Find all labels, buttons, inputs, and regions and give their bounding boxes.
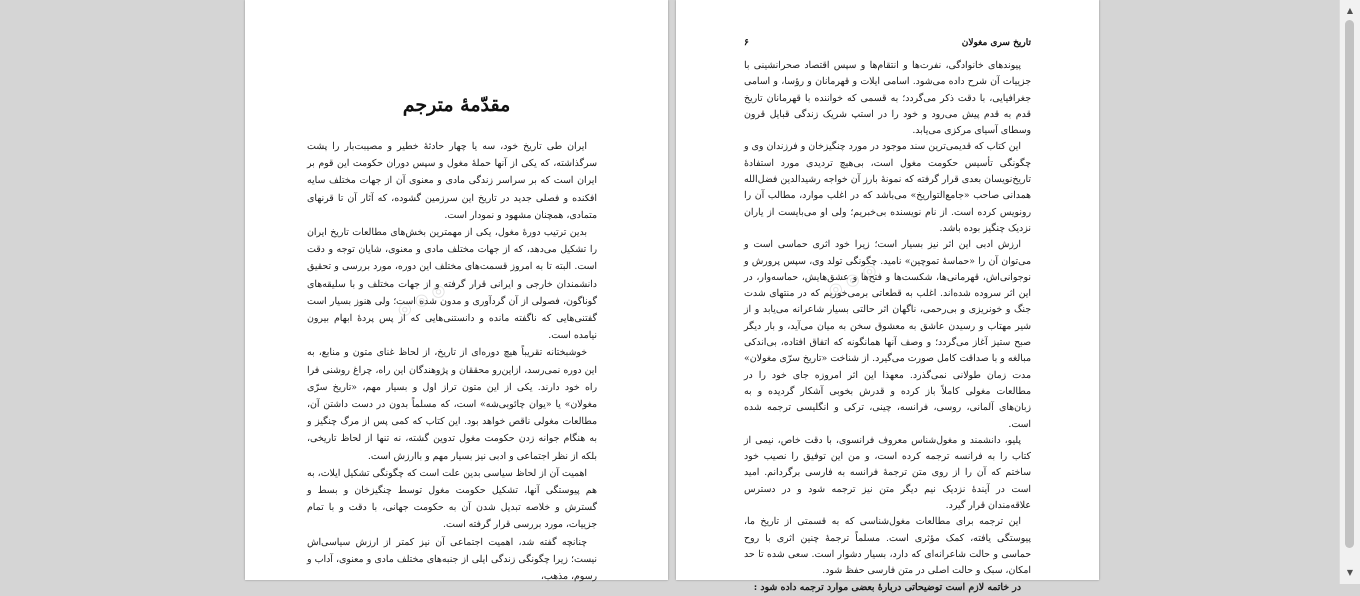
right-page-text	[744, 58, 1031, 596]
page-left	[245, 0, 668, 583]
page-number: ۶	[744, 38, 749, 48]
paragraph: چنانچه گفته شد، اهمیت اجتماعی آن نیز کمتر از ارزش سیاسی‌اش نیست؛ زیرا چگونگی زندگی ایلی از جنبه‌های مختلف مادی و معنوی، آداب و رسوم، مذهب،	[307, 536, 597, 583]
paragraph: پیوندهای خانوادگی، نفرت‌ها و انتقام‌ها و سپس اقتصاد صحرانشینی با جزییات آن شرح داده می‌شود. اسامی ایلات و قهرمانان و رؤسا، و اسامی جغرافیایی، با دقت ذکر می‌گردد؛ به قسمی که خواننده با قهرمانان تاریخ قدم به قدم پیش می‌رود و خود را در استپ شریک زندگی قبایل قرون وسطای آسیای مرکزی می‌یابد.	[744, 60, 1031, 137]
paragraph: ایران طی تاریخ خود، سه یا چهار حادثهٔ خطیر و مصیبت‌بار را پشت سرگذاشته، که یکی از آنها حملهٔ مغول و سپس دوران حکومت این قوم بر ایران است که بر سراسر زندگی مادی و معنوی آن از جهات مختلف سایه افکنده و فصلی جدید در تاریخ این سرزمین گشوده، که آثار آن تا قرنهای متمادی، همچنان مشهود و نمودار است.	[307, 141, 597, 221]
running-head-title: تاریخ سری مغولان	[961, 38, 1031, 48]
paragraph: این ترجمه برای مطالعات مغول‌شناسی که به قسمتی از تاریخ ما، پیوستگی یافته، کمک مؤثری است. مسلماً ترجمهٔ چنین اثری با روح حماسی و حالت شاعرانه‌ای که دارد، بسیار دشوار است. سعی شده تا حد امکان، سبک و حالت اصلی در متن فارسی حفظ شود.	[744, 516, 1031, 577]
paragraph: خوشبختانه تقریباً هیچ دوره‌ای از تاریخ، از لحاظ غنای متون و منابع، به این دوره نمی‌رسد، ازاین‌رو محققان و پژوهندگان این راه، چراغ روشنی فرا راه خود دارند. یکی از این متون تراز اول و بسیار مهم، «تاریخ سرّی مغولان» یا «یوان چائوبی‌شه» است، که مسلماً بدون در دست داشتن آن، مطالعات مغولی ناقص خواهد بود. این کتاب که کمی پس از مرگ چنگیز و به هنگام جوانه زدن حکومت مغول تدوین گشته، نه تنها از لحاظ تاریخی، بلکه از نظر اجتماعی و ادبی نیز بسیار مهم و باارزش است.	[307, 347, 597, 462]
page-right	[676, 0, 1099, 593]
watermark-stamp: ◎ ◎ ◎	[824, 258, 880, 301]
running-head	[744, 38, 1031, 48]
paragraph: ارزش ادبی این اثر نیز بسیار است؛ زیرا خود اثری حماسی است و می‌توان آن را «حماسهٔ تموچین» نامید. چگونگی تولد وی، سپس پرورش و نوجوانی‌اش، قهرمانی‌ها، شکست‌ها و فتح‌ها و عشق‌هایش، حماسه‌وار، در این اثر سروده شده‌اند. اغلب به قطعاتی برمی‌خوریم که در منتهای شدت جنگ و خونریزی و بی‌رحمی، ناگهان اثر حالتی بسیار شاعرانه می‌یابد و از شیر مهتاب و رسیدن عاشق به معشوق سخن به میان می‌آید، و بار دیگر صبح ستیز آغاز می‌گردد؛ و وصف آنها همانگونه که اتفاق افتاده، بی‌اندکی مبالغه و با صداقت کامل صورت می‌گیرد. از شناخت «تاریخ سرّی مغولان» مدت زمان طولانی نمی‌گذرد. معهذا این اثر امروزه جای خود را در مطالعات مغولی کاملاً باز کرده و قدرش بخوبی آشکار گردیده و به زبان‌های آلمانی، روسی، فرانسه، چینی، ترکی و انگلیسی ترجمه شده است.	[744, 239, 1031, 430]
scrollbar-thumb[interactable]	[1345, 20, 1354, 548]
paragraph: اهمیت آن از لحاظ سیاسی بدین علت است که چگونگی تشکیل ایلات، به هم پیوستگی آنها، تشکیل حکومت مغول توسط چنگیزخان و بسط و گسترش و خلاصه تبدیل شدن آن به حکومت جهانی، با دقت و با تمام جزییات، مورد بررسی قرار گرفته است.	[307, 467, 597, 531]
left-page-text	[307, 138, 597, 585]
chapter-title: مقدّمهٔ مترجم	[402, 94, 511, 116]
vertical-scrollbar[interactable]	[1339, 0, 1360, 584]
scroll-up-arrow-icon[interactable]: ▲	[1346, 5, 1354, 15]
closing-line: در خاتمه لازم است توضیحاتی دربارهٔ بعضی موارد ترجمه داده شود :	[753, 581, 1021, 593]
watermark-stamp: ◎ ◎ ◎	[393, 278, 449, 321]
paragraph: بدین ترتیب دورهٔ مغول، یکی از مهمترین بخش‌های مطالعات تاریخ ایران را تشکیل می‌دهد، که از جهات مختلف مادی و معنوی، شایان توجه و دقت است. البته تا به امروز قسمت‌های مختلف این دوره، مورد بررسی و تحقیق دانشمندان خارجی و ایرانی قرار گرفته و از جهات مختلف و با سلیقه‌های گوناگون، فصولی از آن گردآوری و مدون شده است؛ ولی هنوز بسیار است گفتنی‌هایی که ناگفته مانده و دانستنی‌هایی که از پس پردهٔ ابهام بیرون نیامده است.	[307, 227, 597, 342]
paragraph: پلیو، دانشمند و مغول‌شناس معروف فرانسوی، با دقت خاص، نیمی از کتاب را به فرانسه ترجمه کرده است، و من این توفیق را نصیب خود ساختم که آن را از روی متن ترجمهٔ فرانسه به فارسی برگردانم. امید است در آیندهٔ نزدیک نیم دیگر متن نیز ترجمه شود و در دسترس علاقه‌مندان قرار گیرد.	[744, 434, 1031, 512]
scroll-down-arrow-icon[interactable]: ▼	[1346, 567, 1354, 577]
paragraph: این کتاب که قدیمی‌ترین سند موجود در مورد چنگیزخان و فرزندان وی و چگونگی تأسیس حکومت مغول است، بی‌هیچ تردیدی مورد استفادهٔ تاریخ‌نویسان بعدی قرار گرفته که نمونهٔ بارز آن خواجه رشیدالدین فضل‌الله همدانی صاحب «جامع‌التواریخ» می‌باشد که در اغلب موارد، مطالب آن را رونویس کرده است. از نام نویسنده بی‌خبریم؛ ولی او می‌بایست از یاران نزدیک چنگیز بوده باشد.	[744, 141, 1031, 234]
